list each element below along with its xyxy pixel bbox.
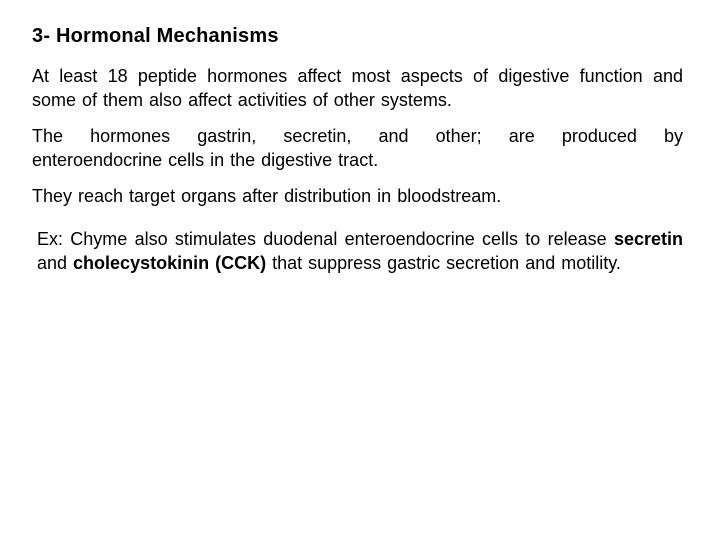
paragraph-hormone-sources-line1: The hormones gastrin, secretin, and other; are produced by <box>32 126 683 146</box>
example-join-text: and <box>37 253 74 273</box>
term-cholecystokinin: cholecystokinin (CCK) <box>73 253 267 273</box>
paragraph-hormone-sources-line2: enteroendocrine cells in the digestive tract. <box>32 150 379 170</box>
term-secretin: secretin <box>613 229 683 249</box>
paragraph-hormone-sources <box>32 124 683 172</box>
example-rest-text: that suppress gastric secretion and motility. <box>266 253 621 273</box>
paragraph-bloodstream: They reach target organs after distribution in bloodstream. <box>32 186 502 206</box>
example-intro-text: Ex: Chyme also stimulates duodenal enteroendocrine cells to release <box>37 229 614 249</box>
paragraph-peptide-hormones: At least 18 peptide hormones affect most aspects of digestive function and some of them also affect activities of other systems. <box>32 66 683 110</box>
slide-title: 3- Hormonal Mechanisms <box>32 25 279 47</box>
paragraph-example <box>37 227 683 275</box>
